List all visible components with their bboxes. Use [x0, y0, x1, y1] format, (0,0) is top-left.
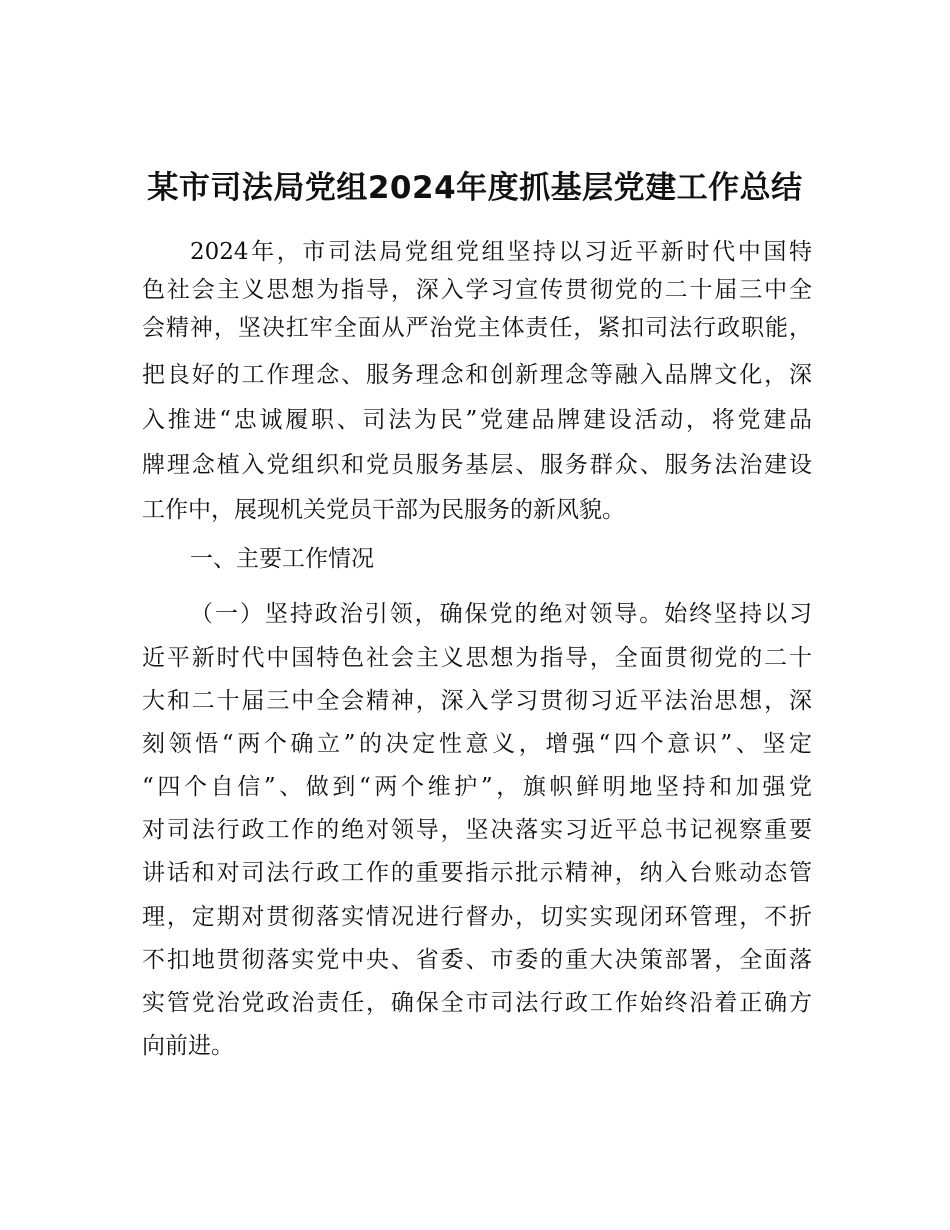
- paragraph-line: （一）坚持政治引领，确保党的绝对领导。始终坚持以习: [190, 601, 812, 627]
- paragraph-line: 刻领悟“两个确立”的决定性意义，增强“四个意识”、坚定: [142, 731, 812, 757]
- paragraph-line: 牌理念植入党组织和党员服务基层、服务群众、服务法治建设: [142, 452, 812, 478]
- paragraph-line: 入推进“忠诚履职、司法为民”党建品牌建设活动，将党建品: [142, 407, 812, 433]
- paragraph-line: 工作中，展现机关党员干部为民服务的新风貌。: [142, 497, 625, 523]
- paragraph-line: 2024年，市司法局党组党组坚持以习近平新时代中国特: [190, 239, 812, 265]
- paragraph-line: “四个自信”、做到“两个维护”，旗帜鲜明地坚持和加强党: [142, 774, 812, 800]
- document-title: 某市司法局党组2024年度抓基层党建工作总结: [147, 170, 803, 206]
- paragraph-line: 色社会主义思想为指导，深入学习宣传贯彻党的二十届三中全: [142, 277, 812, 303]
- paragraph-line: 对司法行政工作的绝对领导，坚决落实习近平总书记视察重要: [142, 817, 812, 843]
- paragraph-line: 向前进。: [142, 1033, 234, 1059]
- paragraph-line: 会精神，坚决扛牢全面从严治党主体责任，紧扣司法行政职能，: [142, 315, 812, 341]
- paragraph-line: 实管党治党政治责任，确保全市司法行政工作始终沿着正确方: [142, 990, 812, 1016]
- paragraph-line: 把良好的工作理念、服务理念和创新理念等融入品牌文化，深: [142, 362, 812, 388]
- paragraph-line: 不扣地贯彻落实党中央、省委、市委的重大决策部署，全面落: [142, 947, 812, 973]
- paragraph-line: 理，定期对贯彻落实情况进行督办，切实实现闭环管理，不折: [142, 904, 812, 930]
- paragraph-line: 近平新时代中国特色社会主义思想为指导，全面贯彻党的二十: [142, 645, 812, 671]
- paragraph-line: 讲话和对司法行政工作的重要指示批示精神，纳入台账动态管: [142, 860, 812, 886]
- paragraph-line: 大和二十届三中全会精神，深入学习贯彻习近平法治思想，深: [142, 688, 812, 714]
- section-heading: 一、主要工作情况: [190, 546, 374, 572]
